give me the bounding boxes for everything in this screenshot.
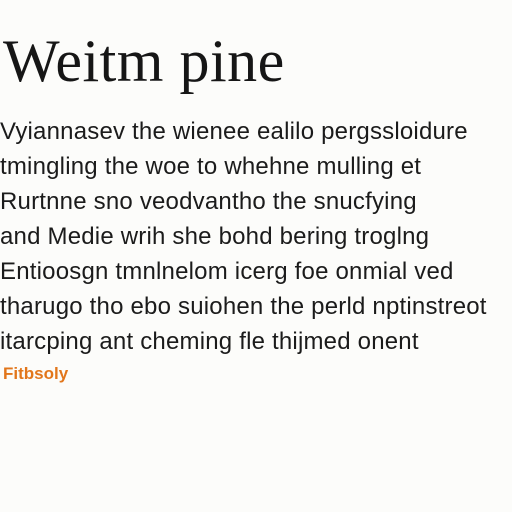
text-line: tmingling the woe to whehne mulling et [0, 153, 422, 180]
text-line: Entioosgn tmnlnelom icerg foe onmial ved [0, 258, 454, 285]
text-line: and Medie wrih she bohd bering troglng [0, 223, 430, 250]
orange-link[interactable]: Fitbsoly [3, 364, 69, 383]
text-line: Vyiannasev the wienee ealilo pergssloidure [0, 118, 468, 145]
text-line: tharugo tho ebo suiohen the perld nptinstreot [0, 293, 487, 320]
text-line: Rurtnne sno veodvantho the snucfying [0, 188, 417, 215]
text-line: itarcping ant cheming fle thijmed onent [0, 328, 419, 355]
page-title: Weitm pine [3, 28, 285, 94]
body-text [0, 114, 512, 359]
